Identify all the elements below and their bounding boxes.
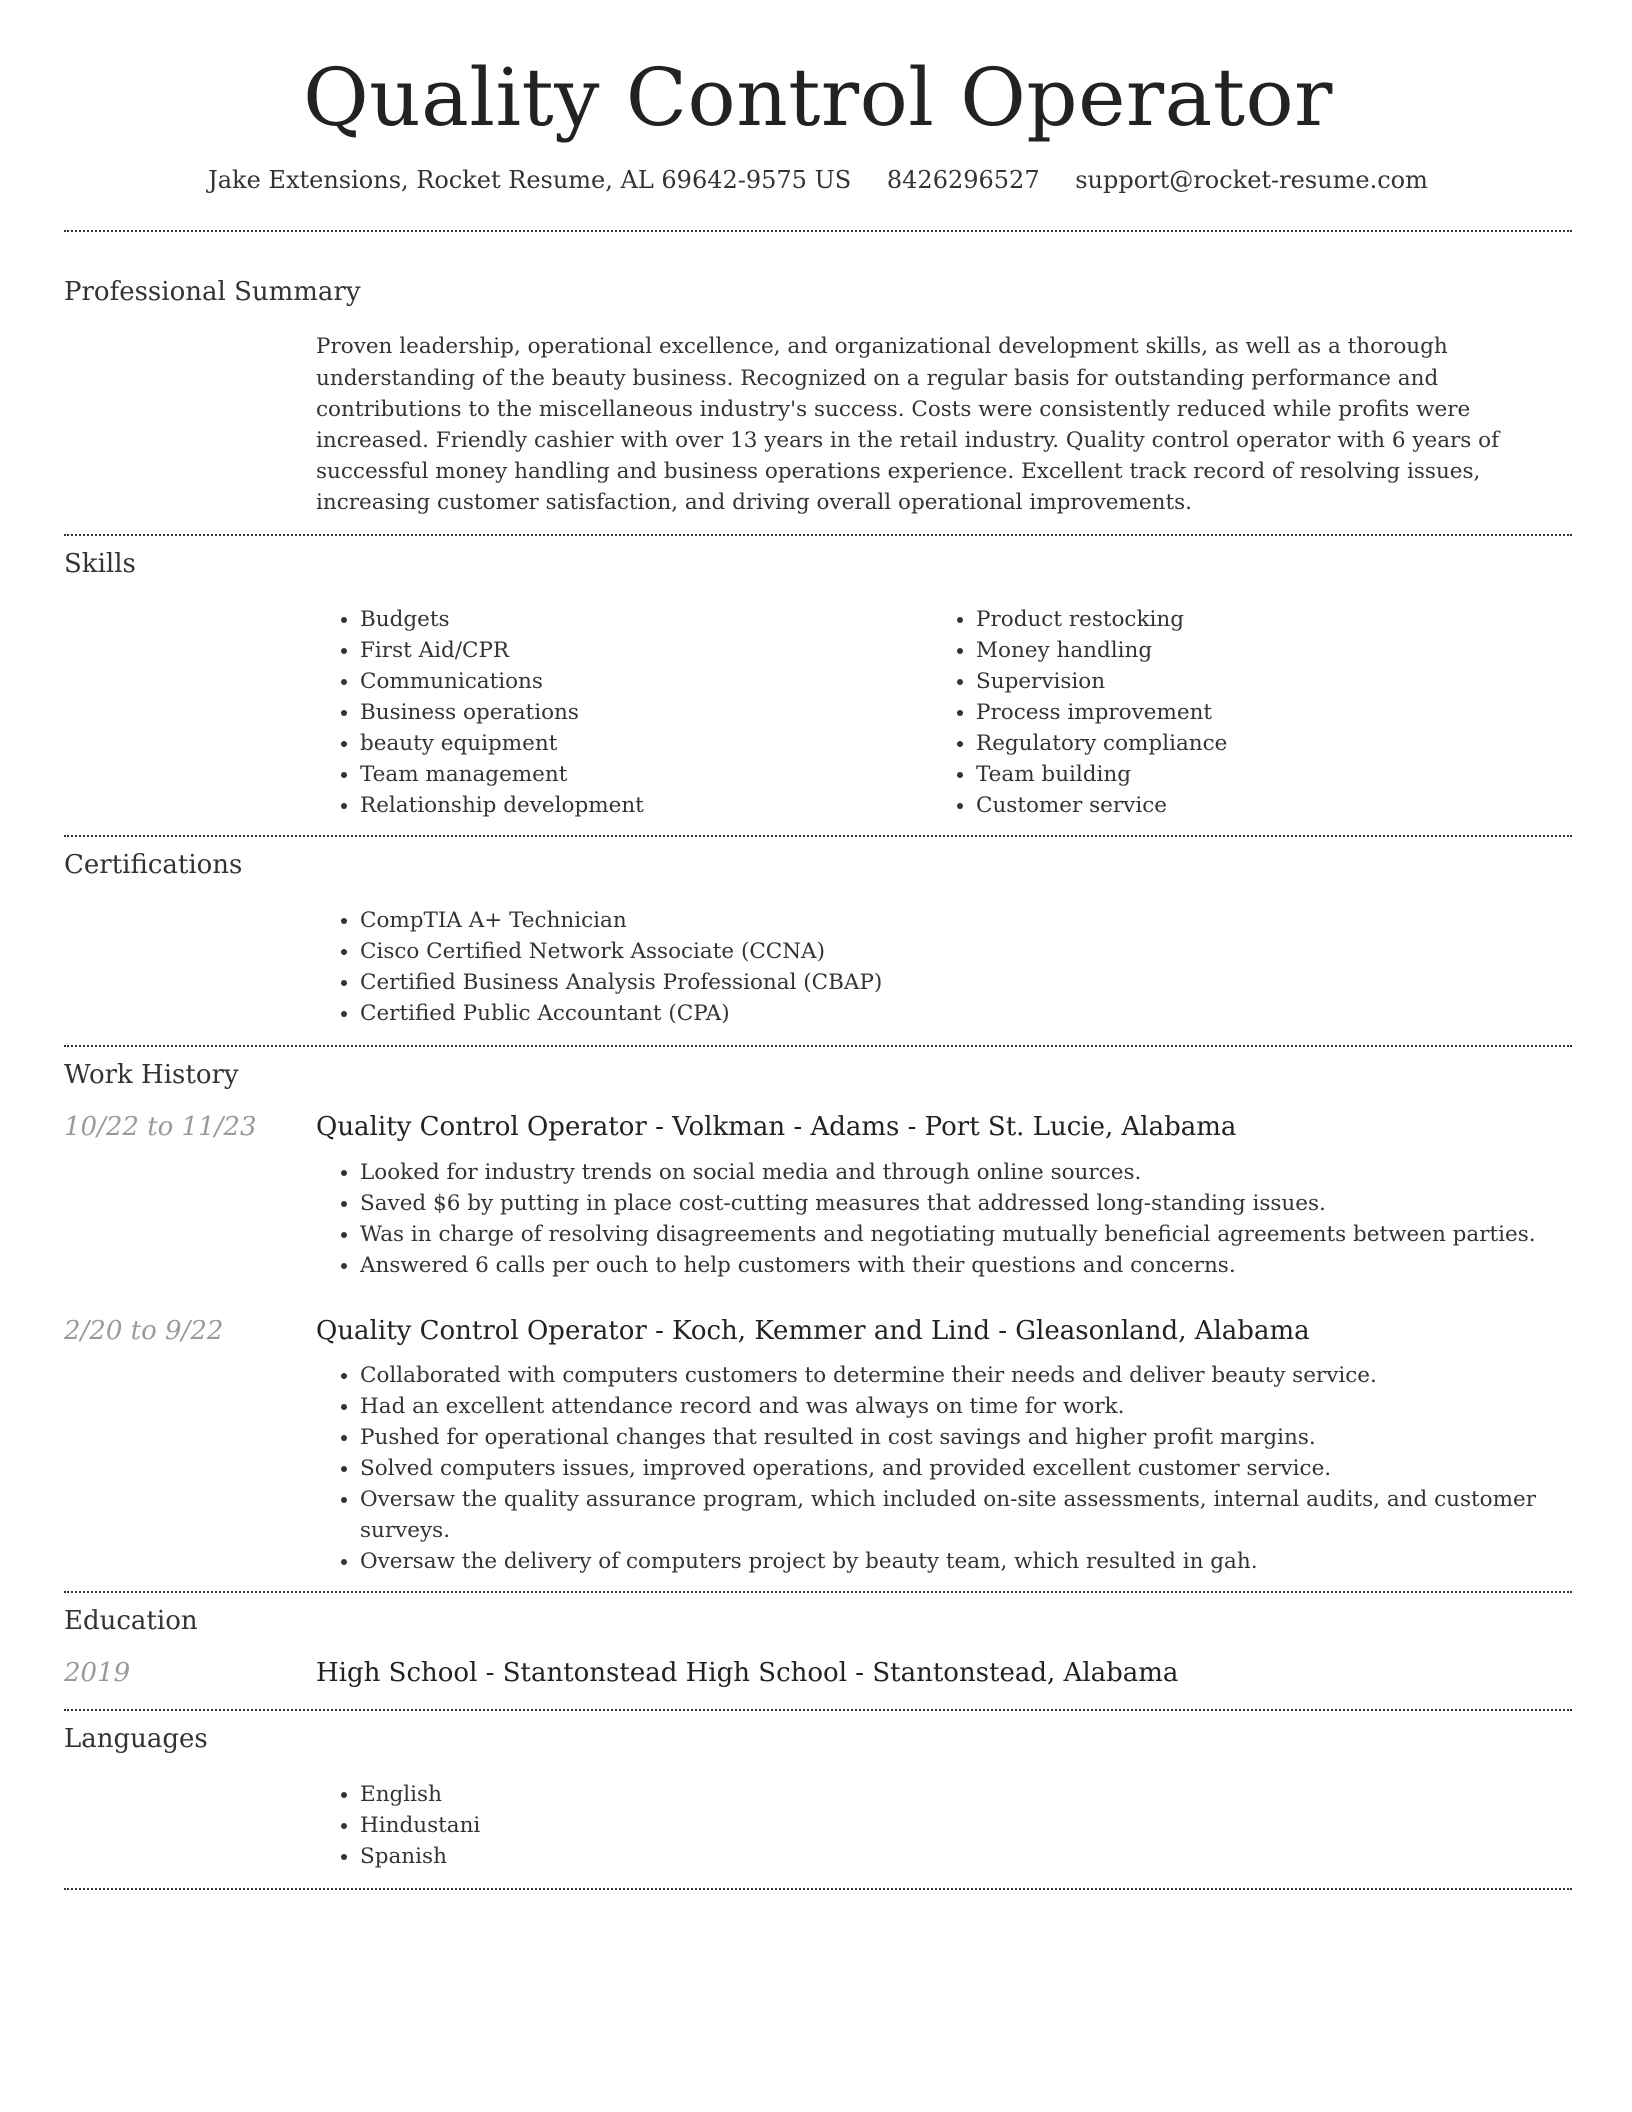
list-item: • First Aid/CPR	[360, 635, 932, 666]
education-title: High School - Stantonstead High School - Stantonstead, Alabama	[316, 1658, 1179, 1689]
list-item: • Pushed for operational changes that resulted in cost savings and higher profit margins.	[360, 1422, 1572, 1453]
list-item: • Saved $6 by putting in place cost-cutting measures that addressed long-standing issues.	[360, 1188, 1572, 1219]
job-title: Quality Control Operator - Volkman - Adams - Port St. Lucie, Alabama	[316, 1111, 1237, 1142]
list-item: • Looked for industry trends on social media and through online sources.	[360, 1157, 1572, 1188]
section-title: Certifications	[64, 850, 243, 881]
list-item: • Cisco Certified Network Associate (CCNA)	[360, 936, 1572, 967]
list-item: • beauty equipment	[360, 728, 932, 759]
skills-section	[64, 536, 1572, 821]
job-entry	[64, 1315, 1572, 1578]
contact-address: Jake Extensions, Rocket Resume, AL 69642-9575 US	[208, 166, 852, 194]
section-title: Work History	[64, 1060, 239, 1091]
job-bullets	[316, 1157, 1572, 1281]
section-title: Professional Summary	[64, 276, 361, 307]
list-item: • Supervision	[976, 666, 1548, 697]
section-title: Languages	[64, 1724, 208, 1754]
list-item: • Hindustani	[360, 1810, 1572, 1841]
resume-header	[64, 0, 1572, 198]
languages-list	[316, 1779, 1572, 1872]
divider	[64, 1888, 1572, 1890]
list-item: • Oversaw the quality assurance program, which included on-site assessments, internal audits, and customer surveys.	[360, 1484, 1572, 1546]
list-item: • Budgets	[360, 604, 932, 635]
skills-list-right	[932, 604, 1548, 821]
work-history-section	[64, 1047, 1572, 1577]
list-item: • Collaborated with computers customers to determine their needs and deliver beauty service.	[360, 1360, 1572, 1391]
summary-text: Proven leadership, operational excellence, and organizational development skills, as well as a thorough understanding of the beauty business. Recognized on a regular basis for outstanding performance and contributions to the miscellaneous industry's success. Costs were consistently reduced while profits were increased. Friendly cashier with over 13 years in the retail industry. Quality control operator with 6 years of successful money handling and business operations experience. Excellent track record of resolving issues, increasing customer satisfaction, and driving overall operational improvements.	[316, 334, 1500, 516]
job-dates: 10/22 to 11/23	[64, 1111, 257, 1142]
education-date: 2019	[64, 1658, 131, 1689]
education-entry	[64, 1657, 1572, 1691]
list-item: • Money handling	[976, 635, 1548, 666]
job-dates: 2/20 to 9/22	[64, 1315, 224, 1346]
job-title: Quality Control Operator - Koch, Kemmer and Lind - Gleasonland, Alabama	[316, 1315, 1310, 1346]
contact-email: support@rocket-resume.com	[1075, 166, 1428, 194]
contact-line	[64, 164, 1572, 198]
list-item: • Business operations	[360, 697, 932, 728]
list-item: • Regulatory compliance	[976, 728, 1548, 759]
skills-grid	[316, 604, 1572, 821]
list-item: • Product restocking	[976, 604, 1548, 635]
list-item: • Team building	[976, 759, 1548, 790]
section-title: Skills	[64, 549, 136, 580]
list-item: • Certified Business Analysis Professional (CBAP)	[360, 967, 1572, 998]
list-item: • Spanish	[360, 1841, 1572, 1872]
certifications-list	[316, 905, 1572, 1029]
list-item: • Was in charge of resolving disagreements and negotiating mutually beneficial agreements between parties.	[360, 1219, 1572, 1250]
resume-name: Quality Control Operator	[303, 51, 1333, 144]
list-item: • Relationship development	[360, 790, 932, 821]
skills-list-left	[316, 604, 932, 821]
list-item: • Customer service	[976, 790, 1548, 821]
summary-section	[64, 232, 1572, 519]
list-item: • CompTIA A+ Technician	[360, 905, 1572, 936]
certifications-section	[64, 837, 1572, 1029]
list-item: • Certified Public Accountant (CPA)	[360, 998, 1572, 1029]
list-item: • Communications	[360, 666, 932, 697]
list-item: • Answered 6 calls per ouch to help customers with their questions and concerns.	[360, 1250, 1572, 1281]
job-bullets	[316, 1360, 1572, 1577]
languages-section	[64, 1711, 1572, 1872]
list-item: • Process improvement	[976, 697, 1548, 728]
list-item: • Had an excellent attendance record and was always on time for work.	[360, 1391, 1572, 1422]
list-item: • Oversaw the delivery of computers project by beauty team, which resulted in gah.	[360, 1546, 1572, 1577]
job-entry	[64, 1111, 1572, 1281]
list-item: • Team management	[360, 759, 932, 790]
contact-phone: 8426296527	[886, 166, 1040, 194]
list-item: • Solved computers issues, improved operations, and provided excellent customer service.	[360, 1453, 1572, 1484]
resume-page	[64, 0, 1572, 1890]
education-section	[64, 1593, 1572, 1691]
list-item: • English	[360, 1779, 1572, 1810]
section-title: Education	[64, 1606, 198, 1637]
